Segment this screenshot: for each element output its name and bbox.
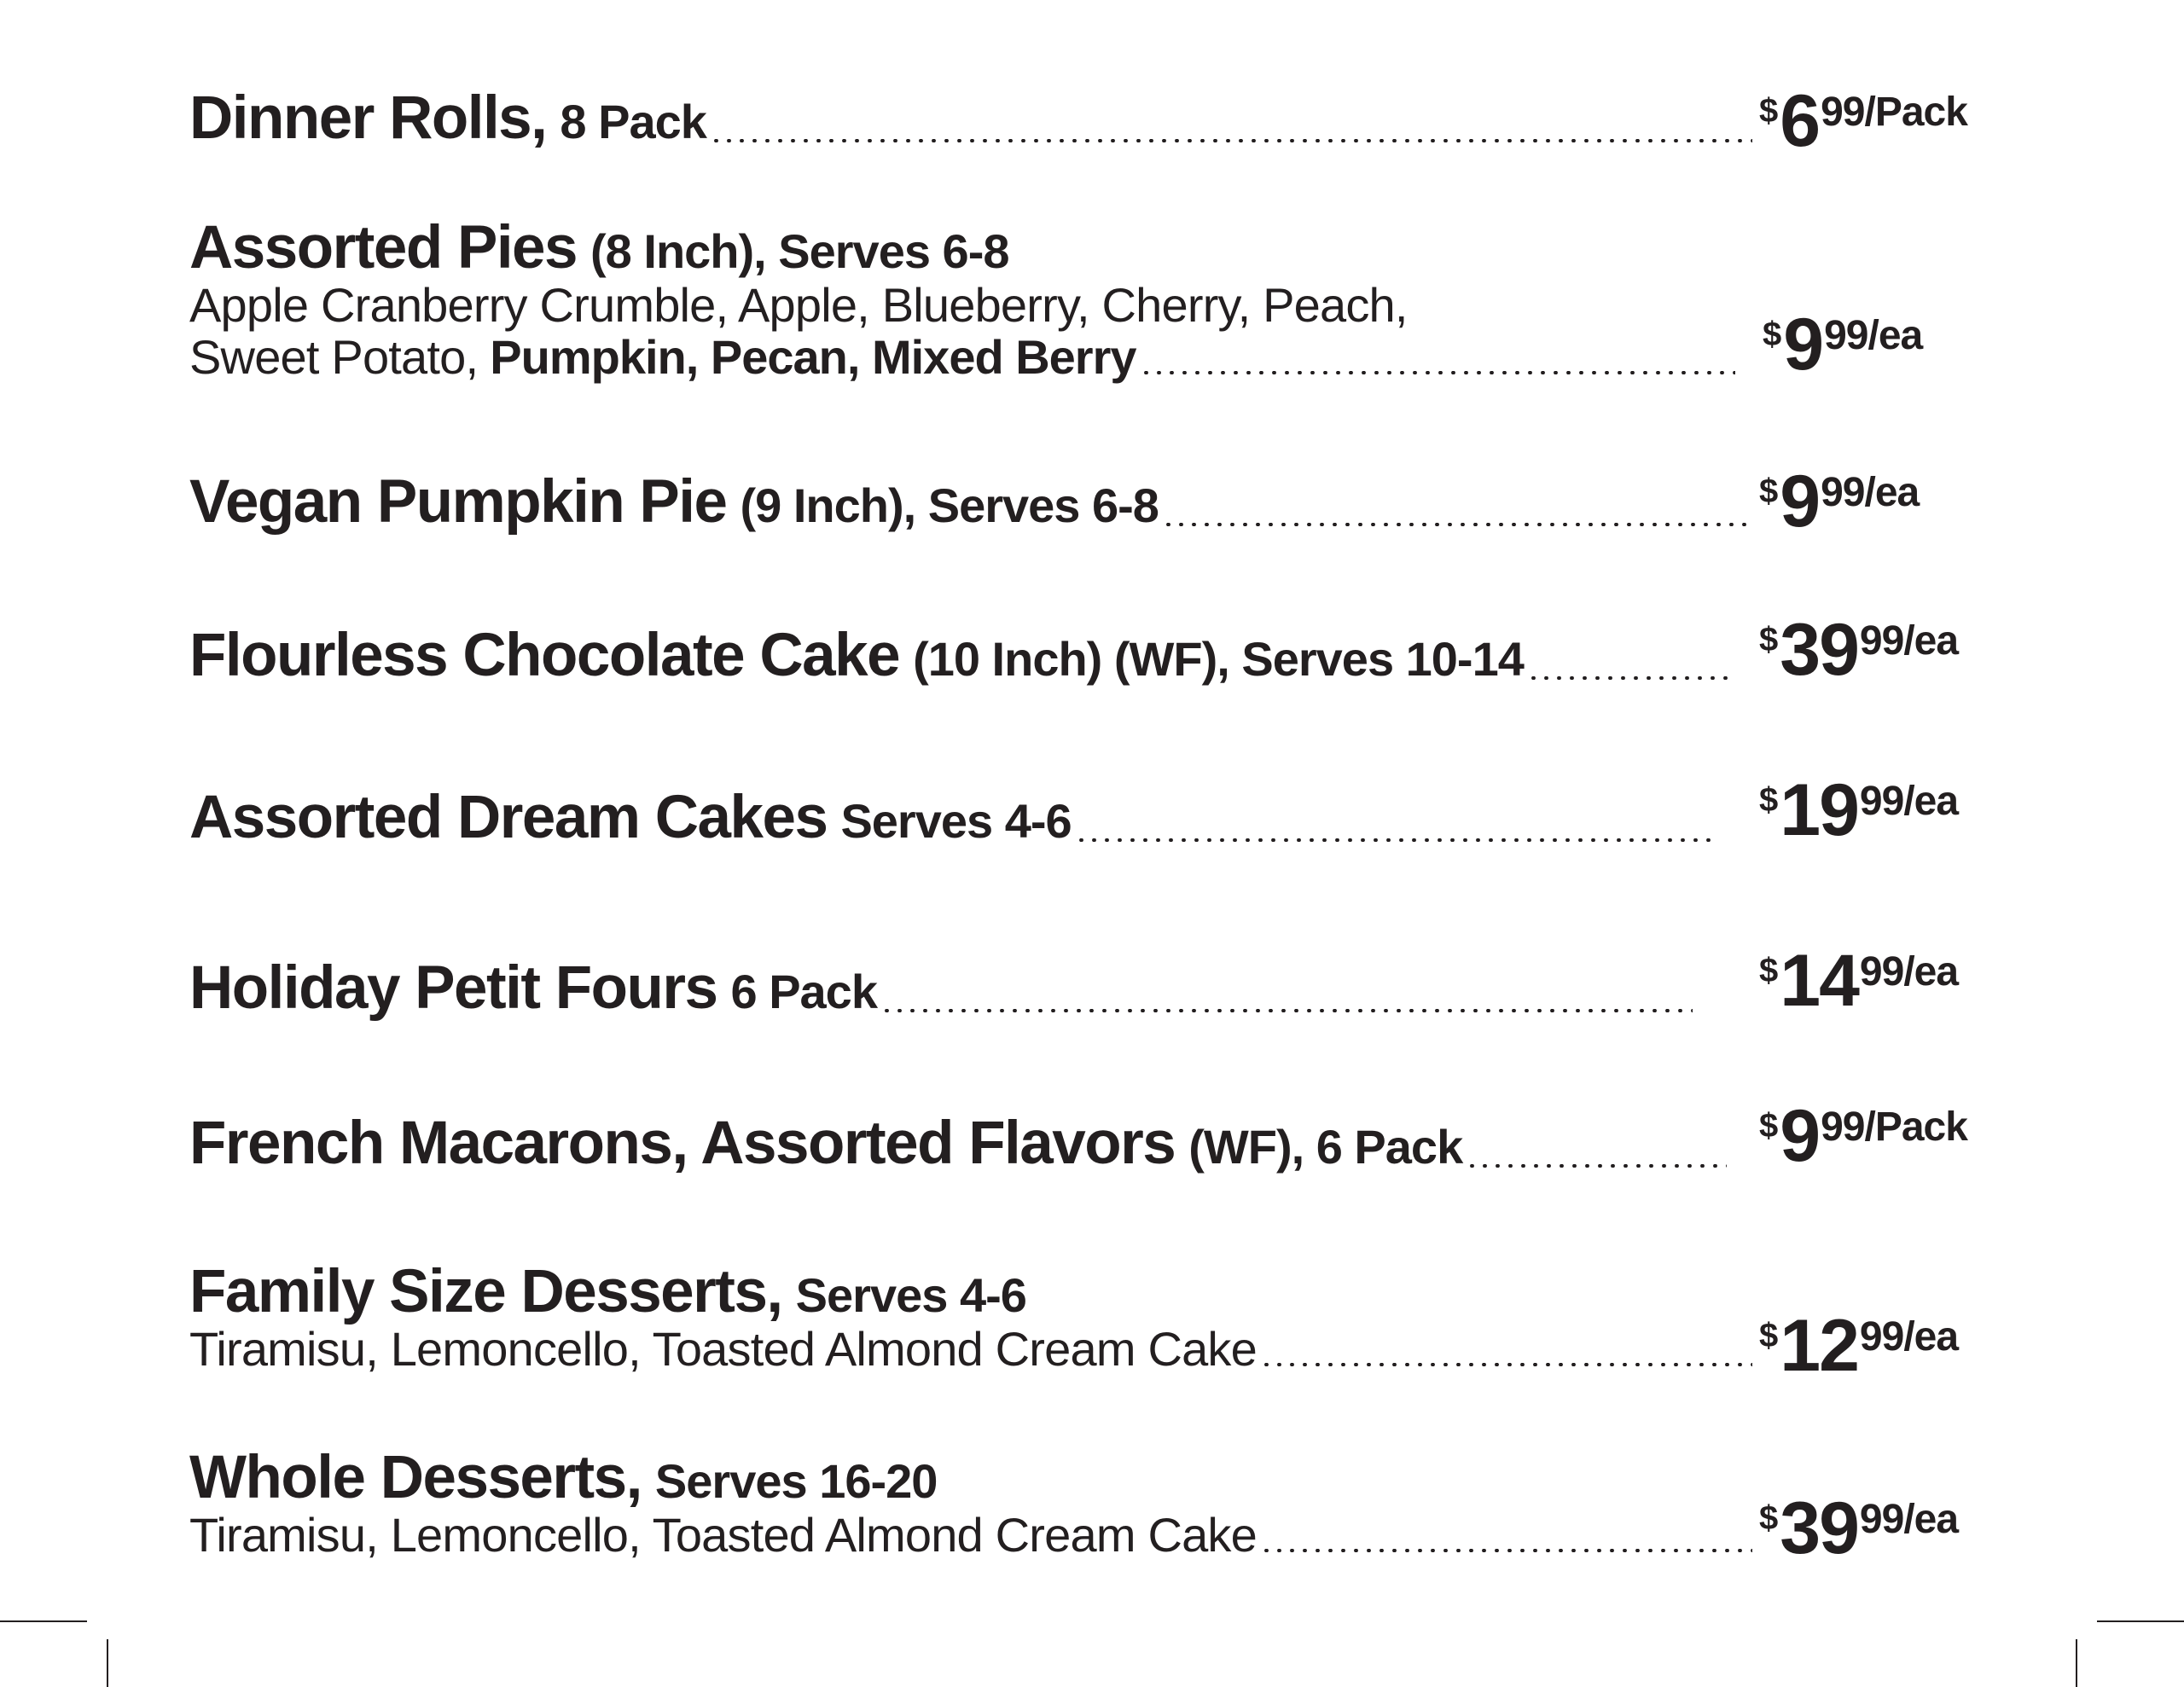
price-unit: /ea	[1903, 779, 1959, 824]
item-title-line	[189, 1257, 1759, 1326]
item-description: Tiramisu, Lemoncello, Toasted Almond Cream Cake	[189, 1508, 1257, 1562]
price-dinner-rolls	[1759, 80, 1967, 162]
dot-leader	[1527, 676, 1735, 680]
item-title: Family Size Desserts,	[189, 1258, 782, 1325]
item-title-line	[189, 1109, 1734, 1178]
menu-item-vegan-pumpkin-pie	[189, 467, 1759, 536]
item-subtitle: 8 Pack	[560, 95, 706, 148]
price-whole-desserts	[1759, 1487, 1959, 1569]
item-title-line	[189, 84, 1759, 153]
price-dollar-sign: $	[1763, 316, 1782, 353]
price-family-size-desserts	[1759, 1305, 1959, 1387]
menu-item-whole-desserts	[189, 1443, 1759, 1562]
price-unit: /Pack	[1864, 1104, 1967, 1150]
item-title: French Macarons, Assorted Flavors	[189, 1110, 1176, 1177]
item-subtitle: (9 Inch), Serves 6-8	[740, 478, 1159, 532]
crop-mark-right-horizontal	[2097, 1620, 2184, 1622]
item-title-line	[189, 213, 1742, 282]
item-subtitle: Serves 4-6	[795, 1268, 1026, 1322]
price-dollars: 9	[1783, 304, 1823, 386]
item-description-line-1	[189, 277, 1742, 333]
price-cents: 99	[1859, 1497, 1904, 1542]
price-cents: 99	[1859, 779, 1904, 824]
item-title: Assorted Pies	[189, 214, 578, 281]
price-dollars: 39	[1780, 1487, 1858, 1569]
menu-item-family-size-desserts	[189, 1257, 1759, 1377]
menu-item-holiday-petit-fours	[189, 954, 1699, 1023]
price-assorted-pies	[1763, 304, 1923, 386]
price-cents: 99	[1859, 949, 1904, 994]
crop-mark-left-vertical	[107, 1639, 108, 1687]
menu-item-assorted-pies	[189, 213, 1742, 385]
price-french-macarons	[1759, 1095, 1967, 1177]
price-dollars: 6	[1780, 80, 1820, 162]
menu-item-dinner-rolls	[189, 84, 1759, 153]
price-dollars: 12	[1780, 1305, 1858, 1387]
item-description: Apple Cranberry Crumble, Apple, Blueberry, Cherry, Peach,	[189, 278, 1408, 332]
price-flourless-chocolate-cake	[1759, 609, 1959, 691]
dot-leader	[1260, 1363, 1752, 1366]
price-cents: 99	[1824, 313, 1868, 358]
price-dollar-sign: $	[1759, 781, 1779, 819]
item-description-bold: Pumpkin, Pecan, Mixed Berry	[490, 330, 1136, 384]
price-cents: 99	[1859, 618, 1904, 664]
item-title-line	[189, 467, 1759, 536]
item-title-line	[189, 783, 1725, 852]
item-title: Holiday Petit Fours	[189, 954, 717, 1022]
price-unit: /ea	[1903, 1497, 1959, 1542]
item-description-regular: Sweet Potato,	[189, 330, 479, 384]
item-description-line-1	[189, 1507, 1759, 1562]
price-unit: /ea	[1867, 313, 1923, 358]
item-title: Assorted Dream Cakes	[189, 784, 828, 851]
crop-mark-left-horizontal	[0, 1620, 87, 1622]
item-title: Flourless Chocolate Cake	[189, 622, 900, 689]
price-cents: 99	[1821, 1104, 1865, 1150]
dot-leader	[710, 139, 1752, 142]
dot-leader	[1466, 1164, 1727, 1168]
item-title: Vegan Pumpkin Pie	[189, 468, 727, 536]
menu-item-assorted-dream-cakes	[189, 783, 1725, 852]
price-dollar-sign: $	[1759, 621, 1779, 658]
price-dollars: 39	[1780, 609, 1858, 691]
price-dollar-sign: $	[1759, 1107, 1779, 1145]
price-dollar-sign: $	[1759, 952, 1779, 989]
item-subtitle: (10 Inch) (WF), Serves 10-14	[913, 632, 1524, 686]
price-holiday-petit-fours	[1759, 940, 1959, 1022]
item-title-line	[189, 954, 1699, 1023]
item-subtitle: Serves 16-20	[654, 1454, 938, 1508]
price-dollar-sign: $	[1759, 92, 1779, 130]
menu-item-french-macarons	[189, 1109, 1734, 1178]
price-dollar-sign: $	[1759, 472, 1779, 510]
dot-leader	[1075, 838, 1718, 842]
item-title: Whole Desserts,	[189, 1444, 642, 1511]
item-description-line-2	[189, 329, 1742, 385]
dot-leader	[1140, 371, 1735, 374]
item-description: Tiramisu, Lemoncello, Toasted Almond Cream Cake	[189, 1322, 1257, 1376]
item-title-line	[189, 1443, 1759, 1512]
price-unit: /ea	[1903, 618, 1959, 664]
dot-leader	[1260, 1549, 1752, 1552]
item-subtitle: (8 Inch), Serves 6-8	[590, 224, 1009, 278]
price-unit: /ea	[1903, 1314, 1959, 1359]
price-vegan-pumpkin-pie	[1759, 461, 1920, 542]
price-cents: 99	[1821, 90, 1865, 135]
price-unit: /Pack	[1864, 90, 1967, 135]
item-title-line	[189, 621, 1742, 690]
price-dollars: 9	[1780, 1095, 1820, 1177]
price-assorted-dream-cakes	[1759, 769, 1959, 851]
dot-leader	[880, 1009, 1693, 1012]
price-unit: /ea	[1864, 470, 1920, 515]
dot-leader	[1162, 523, 1752, 526]
price-cents: 99	[1821, 470, 1865, 515]
crop-mark-right-vertical	[2076, 1639, 2077, 1687]
item-title: Dinner Rolls,	[189, 84, 547, 152]
price-cents: 99	[1859, 1314, 1904, 1359]
item-description-line-1	[189, 1321, 1759, 1377]
price-dollars: 9	[1780, 461, 1820, 542]
item-subtitle: 6 Pack	[730, 965, 877, 1018]
item-subtitle: Serves 4-6	[840, 794, 1072, 848]
price-dollars: 14	[1780, 940, 1858, 1022]
price-dollar-sign: $	[1759, 1499, 1779, 1537]
price-dollars: 19	[1780, 769, 1858, 851]
item-subtitle: (WF), 6 Pack	[1188, 1120, 1463, 1174]
price-dollar-sign: $	[1759, 1317, 1779, 1354]
menu-item-flourless-chocolate-cake	[189, 621, 1742, 690]
price-unit: /ea	[1903, 949, 1959, 994]
